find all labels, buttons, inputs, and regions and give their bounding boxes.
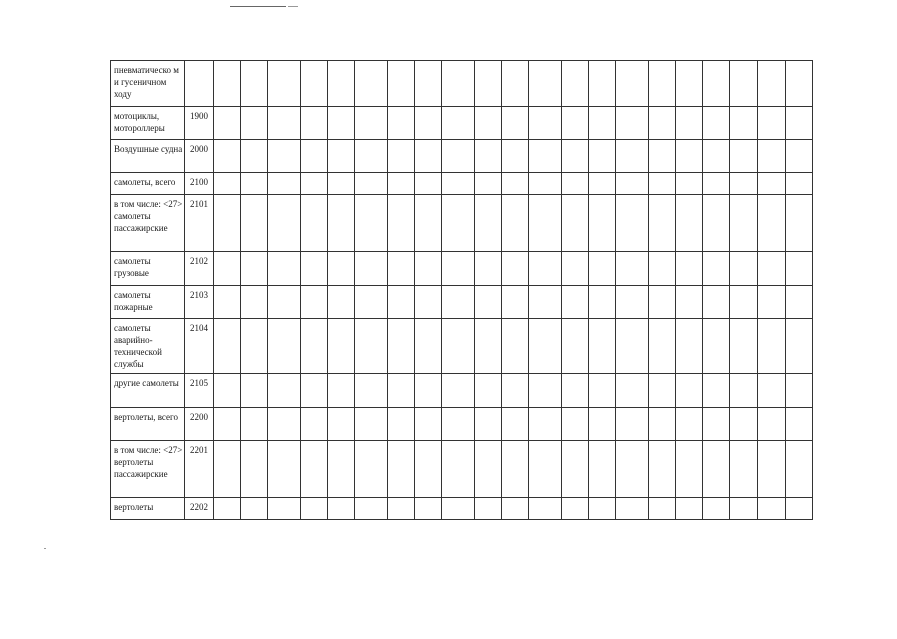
data-cell <box>562 286 589 319</box>
data-cell <box>442 498 475 520</box>
data-cell <box>415 441 442 498</box>
table-body <box>111 61 813 520</box>
row-label: самолеты грузовые <box>111 252 185 286</box>
data-cell <box>616 286 649 319</box>
data-cell <box>703 61 730 107</box>
data-cell <box>388 140 415 173</box>
data-cell <box>529 441 562 498</box>
data-cell <box>562 173 589 195</box>
data-cell <box>616 441 649 498</box>
data-cell <box>649 140 676 173</box>
data-cell <box>328 441 355 498</box>
data-cell <box>786 498 813 520</box>
data-cell <box>786 61 813 107</box>
data-cell <box>786 252 813 286</box>
row-label: Воздушные судна <box>111 140 185 173</box>
data-cell <box>388 107 415 140</box>
data-cell <box>214 286 241 319</box>
data-cell <box>616 195 649 252</box>
data-cell <box>328 408 355 441</box>
data-cell <box>214 319 241 374</box>
data-cell <box>730 286 758 319</box>
data-cell <box>589 374 616 408</box>
data-cell <box>562 408 589 441</box>
data-cell <box>475 61 502 107</box>
data-cell <box>676 441 703 498</box>
table-row <box>111 61 813 107</box>
data-cell <box>730 441 758 498</box>
data-cell <box>649 252 676 286</box>
data-cell <box>786 441 813 498</box>
data-cell <box>214 252 241 286</box>
row-code: 2105 <box>185 374 214 408</box>
data-cell <box>703 140 730 173</box>
data-cell <box>301 319 328 374</box>
data-cell <box>649 408 676 441</box>
data-cell <box>703 374 730 408</box>
data-cell <box>589 195 616 252</box>
data-cell <box>241 374 268 408</box>
row-code <box>185 61 214 107</box>
data-cell <box>475 286 502 319</box>
row-label: в том числе: <27> вертолеты пассажирские <box>111 441 185 498</box>
data-cell <box>328 140 355 173</box>
data-cell <box>241 107 268 140</box>
data-cell <box>355 441 388 498</box>
row-code: 2201 <box>185 441 214 498</box>
data-cell <box>328 252 355 286</box>
data-cell <box>268 286 301 319</box>
data-cell <box>502 107 529 140</box>
data-cell <box>355 140 388 173</box>
data-cell <box>442 441 475 498</box>
data-cell <box>442 408 475 441</box>
data-cell <box>703 498 730 520</box>
row-code: 2102 <box>185 252 214 286</box>
data-cell <box>730 140 758 173</box>
data-cell <box>703 107 730 140</box>
data-cell <box>616 319 649 374</box>
data-cell <box>502 286 529 319</box>
data-cell <box>415 319 442 374</box>
data-cell <box>388 498 415 520</box>
data-cell <box>241 408 268 441</box>
data-cell <box>214 61 241 107</box>
data-cell <box>241 286 268 319</box>
data-cell <box>415 61 442 107</box>
data-cell <box>529 173 562 195</box>
data-cell <box>649 173 676 195</box>
data-cell <box>649 498 676 520</box>
data-cell <box>388 286 415 319</box>
data-cell <box>676 408 703 441</box>
data-cell <box>475 173 502 195</box>
data-cell <box>214 107 241 140</box>
data-cell <box>676 61 703 107</box>
data-cell <box>529 195 562 252</box>
data-cell <box>241 195 268 252</box>
data-cell <box>758 374 786 408</box>
data-cell <box>786 408 813 441</box>
data-cell <box>475 498 502 520</box>
data-cell <box>529 408 562 441</box>
row-code: 2103 <box>185 286 214 319</box>
data-cell <box>703 173 730 195</box>
data-cell <box>589 498 616 520</box>
data-cell <box>758 107 786 140</box>
data-cell <box>475 319 502 374</box>
data-cell <box>730 408 758 441</box>
data-cell <box>442 173 475 195</box>
scan-mark <box>230 6 286 7</box>
data-cell <box>616 61 649 107</box>
data-cell <box>649 319 676 374</box>
data-cell <box>355 498 388 520</box>
data-cell <box>730 173 758 195</box>
data-cell <box>268 252 301 286</box>
data-cell <box>214 195 241 252</box>
data-cell <box>355 374 388 408</box>
data-cell <box>214 441 241 498</box>
data-cell <box>241 252 268 286</box>
data-cell <box>301 374 328 408</box>
data-cell <box>388 195 415 252</box>
data-cell <box>616 173 649 195</box>
data-cell <box>758 195 786 252</box>
data-cell <box>730 195 758 252</box>
data-cell <box>442 286 475 319</box>
data-cell <box>442 107 475 140</box>
data-cell <box>589 173 616 195</box>
table-row <box>111 374 813 408</box>
data-cell <box>442 319 475 374</box>
data-cell <box>616 140 649 173</box>
data-cell <box>676 140 703 173</box>
data-cell <box>415 195 442 252</box>
data-cell <box>214 140 241 173</box>
data-cell <box>529 107 562 140</box>
data-cell <box>529 498 562 520</box>
data-cell <box>475 441 502 498</box>
data-cell <box>529 319 562 374</box>
table-row <box>111 252 813 286</box>
data-cell <box>328 173 355 195</box>
data-cell <box>268 61 301 107</box>
table-row <box>111 441 813 498</box>
data-cell <box>589 140 616 173</box>
data-cell <box>268 173 301 195</box>
data-cell <box>442 252 475 286</box>
data-cell <box>730 107 758 140</box>
data-cell <box>301 173 328 195</box>
data-cell <box>328 195 355 252</box>
data-cell <box>562 319 589 374</box>
data-cell <box>241 173 268 195</box>
data-cell <box>649 61 676 107</box>
data-cell <box>786 195 813 252</box>
data-cell <box>786 107 813 140</box>
data-cell <box>388 408 415 441</box>
scan-dot <box>44 548 46 549</box>
table-row <box>111 286 813 319</box>
data-cell <box>415 173 442 195</box>
data-cell <box>616 498 649 520</box>
table-row <box>111 319 813 374</box>
table-row <box>111 408 813 441</box>
data-cell <box>301 61 328 107</box>
data-cell <box>676 498 703 520</box>
data-cell <box>562 140 589 173</box>
data-cell <box>562 498 589 520</box>
data-cell <box>214 408 241 441</box>
data-cell <box>355 107 388 140</box>
table-row <box>111 498 813 520</box>
data-cell <box>355 61 388 107</box>
data-cell <box>676 195 703 252</box>
data-cell <box>388 374 415 408</box>
data-cell <box>328 498 355 520</box>
row-label: вертолеты, всего <box>111 408 185 441</box>
data-cell <box>703 252 730 286</box>
row-code: 2000 <box>185 140 214 173</box>
scan-mark <box>288 6 298 7</box>
table-row <box>111 107 813 140</box>
data-cell <box>703 195 730 252</box>
data-cell <box>649 441 676 498</box>
data-cell <box>355 252 388 286</box>
data-cell <box>562 107 589 140</box>
data-cell <box>301 286 328 319</box>
data-cell <box>703 319 730 374</box>
data-cell <box>758 173 786 195</box>
row-label: в том числе: <27> самолеты пассажирские <box>111 195 185 252</box>
data-cell <box>730 374 758 408</box>
data-cell <box>214 173 241 195</box>
data-cell <box>301 408 328 441</box>
data-cell <box>529 374 562 408</box>
row-code: 2101 <box>185 195 214 252</box>
data-cell <box>268 319 301 374</box>
data-cell <box>355 408 388 441</box>
data-cell <box>730 319 758 374</box>
data-cell <box>758 408 786 441</box>
data-cell <box>415 408 442 441</box>
data-cell <box>301 107 328 140</box>
data-cell <box>268 195 301 252</box>
data-cell <box>388 173 415 195</box>
data-cell <box>241 61 268 107</box>
data-cell <box>529 286 562 319</box>
data-cell <box>268 107 301 140</box>
data-table <box>110 60 813 520</box>
data-cell <box>529 61 562 107</box>
row-label: вертолеты <box>111 498 185 520</box>
data-cell <box>415 286 442 319</box>
data-cell <box>786 140 813 173</box>
data-cell <box>616 408 649 441</box>
row-code: 2202 <box>185 498 214 520</box>
data-cell <box>502 252 529 286</box>
data-cell <box>268 374 301 408</box>
data-cell <box>589 107 616 140</box>
data-cell <box>355 319 388 374</box>
row-code: 1900 <box>185 107 214 140</box>
data-cell <box>214 498 241 520</box>
data-cell <box>415 107 442 140</box>
data-cell <box>502 140 529 173</box>
data-cell <box>758 498 786 520</box>
data-cell <box>649 107 676 140</box>
data-cell <box>328 374 355 408</box>
data-cell <box>502 408 529 441</box>
data-cell <box>758 286 786 319</box>
data-cell <box>562 195 589 252</box>
data-cell <box>241 140 268 173</box>
data-cell <box>562 374 589 408</box>
data-cell <box>301 195 328 252</box>
data-cell <box>758 140 786 173</box>
data-cell <box>442 195 475 252</box>
data-cell <box>415 498 442 520</box>
data-cell <box>475 408 502 441</box>
data-cell <box>649 286 676 319</box>
data-cell <box>214 374 241 408</box>
data-cell <box>301 252 328 286</box>
data-cell <box>475 140 502 173</box>
data-cell <box>388 252 415 286</box>
data-cell <box>758 441 786 498</box>
data-cell <box>301 441 328 498</box>
data-cell <box>758 61 786 107</box>
data-cell <box>502 195 529 252</box>
data-cell <box>475 195 502 252</box>
data-cell <box>562 61 589 107</box>
data-cell <box>786 319 813 374</box>
data-cell <box>328 286 355 319</box>
data-cell <box>786 374 813 408</box>
row-code: 2200 <box>185 408 214 441</box>
data-cell <box>268 408 301 441</box>
data-cell <box>562 441 589 498</box>
data-cell <box>502 319 529 374</box>
data-cell <box>703 408 730 441</box>
data-cell <box>730 252 758 286</box>
data-cell <box>241 441 268 498</box>
data-cell <box>758 319 786 374</box>
data-cell <box>475 252 502 286</box>
data-cell <box>616 374 649 408</box>
row-code: 2100 <box>185 173 214 195</box>
row-label: пневматическо м и гусеничном ходу <box>111 61 185 107</box>
data-cell <box>616 252 649 286</box>
data-cell <box>328 61 355 107</box>
data-cell <box>502 441 529 498</box>
data-cell <box>301 140 328 173</box>
data-cell <box>676 107 703 140</box>
data-cell <box>649 195 676 252</box>
data-cell <box>589 441 616 498</box>
data-cell <box>730 61 758 107</box>
row-label: мотоциклы, мотороллеры <box>111 107 185 140</box>
row-label: самолеты аварийно-технической службы <box>111 319 185 374</box>
data-cell <box>241 319 268 374</box>
data-cell <box>268 140 301 173</box>
data-cell <box>703 441 730 498</box>
data-cell <box>589 319 616 374</box>
data-cell <box>355 286 388 319</box>
data-cell <box>529 140 562 173</box>
data-cell <box>786 286 813 319</box>
data-cell <box>616 107 649 140</box>
data-cell <box>703 286 730 319</box>
data-cell <box>355 173 388 195</box>
data-cell <box>649 374 676 408</box>
table-row <box>111 140 813 173</box>
data-cell <box>502 374 529 408</box>
data-cell <box>442 374 475 408</box>
data-cell <box>268 441 301 498</box>
data-cell <box>502 173 529 195</box>
data-cell <box>355 195 388 252</box>
data-cell <box>415 252 442 286</box>
data-cell <box>415 140 442 173</box>
data-cell <box>388 319 415 374</box>
data-cell <box>676 374 703 408</box>
data-cell <box>589 286 616 319</box>
data-cell <box>589 252 616 286</box>
data-cell <box>241 498 268 520</box>
data-cell <box>475 107 502 140</box>
data-cell <box>415 374 442 408</box>
table-row <box>111 195 813 252</box>
data-cell <box>268 498 301 520</box>
data-cell <box>676 252 703 286</box>
data-cell <box>388 441 415 498</box>
data-cell <box>676 173 703 195</box>
data-cell <box>730 498 758 520</box>
data-cell <box>676 319 703 374</box>
row-code: 2104 <box>185 319 214 374</box>
table-row <box>111 173 813 195</box>
row-label: другие самолеты <box>111 374 185 408</box>
data-cell <box>502 498 529 520</box>
data-cell <box>502 61 529 107</box>
data-cell <box>301 498 328 520</box>
row-label: самолеты, всего <box>111 173 185 195</box>
data-cell <box>442 61 475 107</box>
data-cell <box>388 61 415 107</box>
row-label: самолеты пожарные <box>111 286 185 319</box>
data-cell <box>786 173 813 195</box>
data-cell <box>589 408 616 441</box>
data-cell <box>676 286 703 319</box>
data-cell <box>758 252 786 286</box>
data-cell <box>562 252 589 286</box>
data-cell <box>442 140 475 173</box>
data-cell <box>589 61 616 107</box>
data-cell <box>328 319 355 374</box>
data-cell <box>475 374 502 408</box>
data-cell <box>529 252 562 286</box>
data-cell <box>328 107 355 140</box>
